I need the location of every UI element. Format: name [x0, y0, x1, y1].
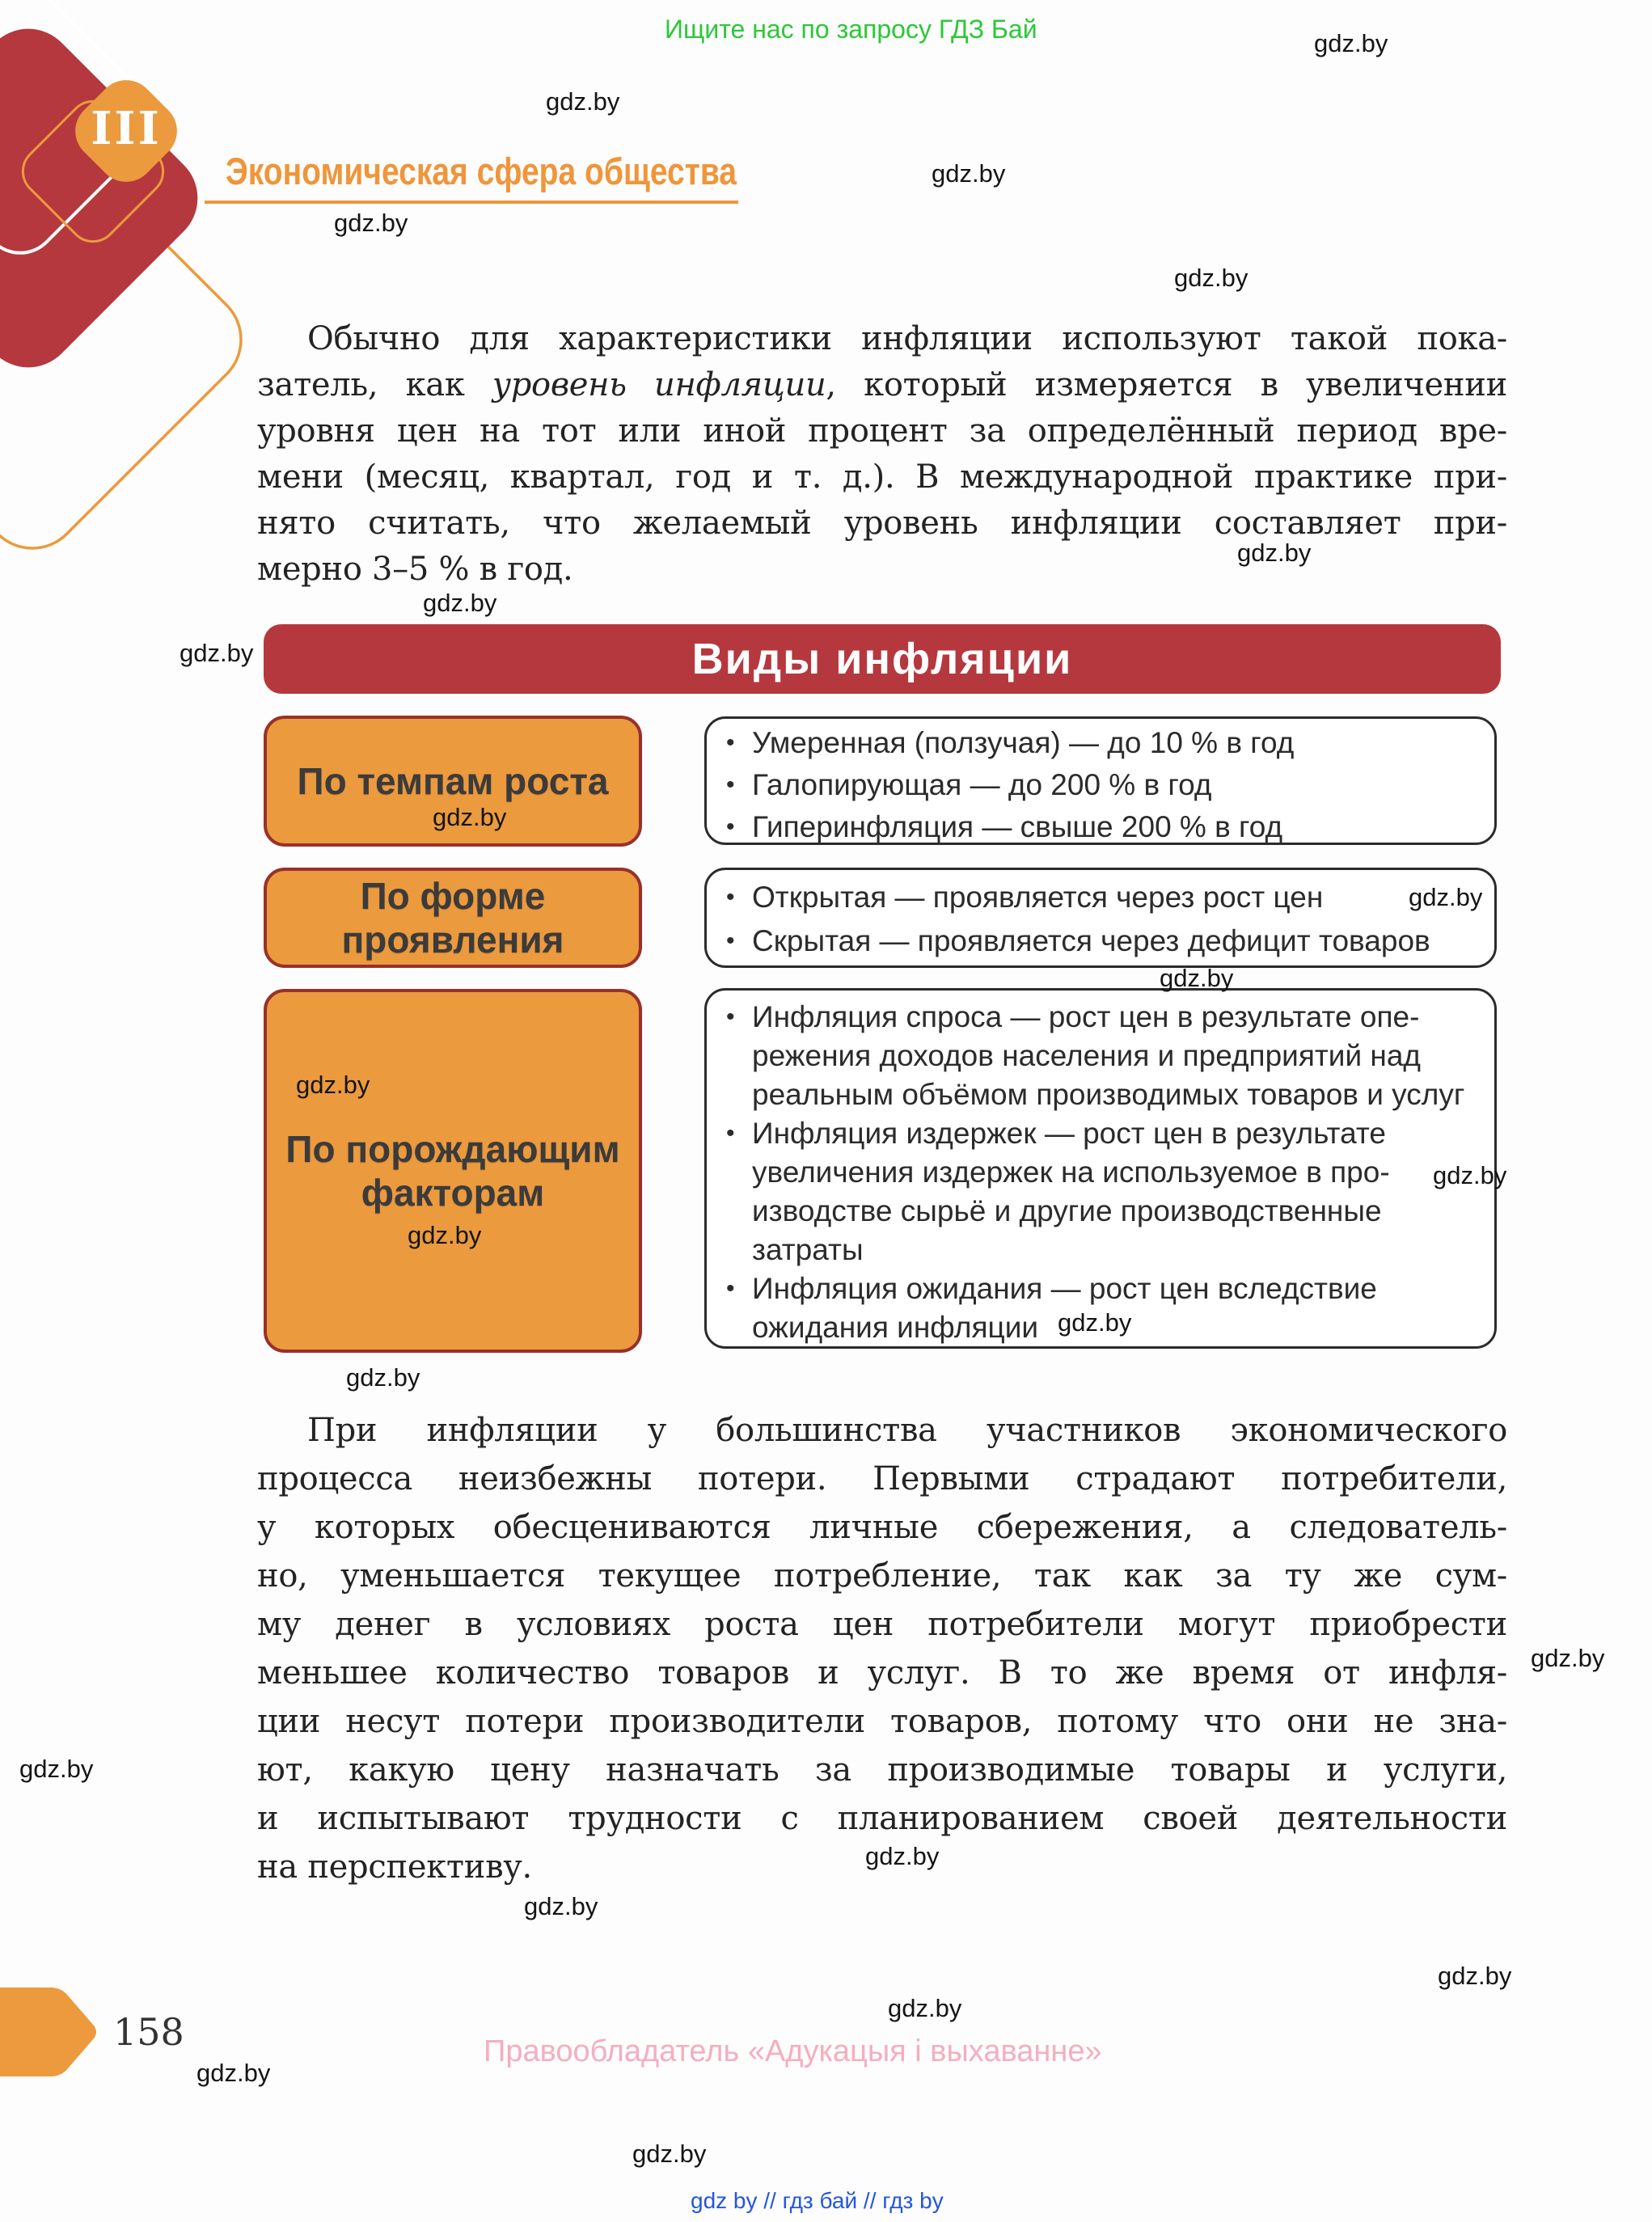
bullet-text: Гиперинфляция — свыше 200 % в год	[752, 810, 1283, 843]
bullet-icon: •	[726, 1275, 735, 1302]
paragraph-inflation-losses	[257, 1406, 1507, 1891]
watermark: gdz.by	[1237, 539, 1312, 567]
bullet-text: ожидания инфляции	[752, 1311, 1039, 1344]
content-box-manifestation-form	[704, 868, 1497, 968]
text-segment: затель, как	[257, 366, 492, 403]
bottom-site-links[interactable]: gdz by // гдз бай // гдз by	[691, 2188, 944, 2213]
text-line: ции несут потери производители товаров, потому что они не зна-	[257, 1703, 1507, 1740]
text-line: но, уменьшается текущее потребление, так как за ту же сум-	[257, 1557, 1507, 1595]
bullet-item	[718, 998, 1494, 1037]
watermark: gdz.by	[408, 1221, 482, 1249]
watermark: gdz.by	[1058, 1308, 1132, 1337]
bullet-item	[718, 919, 1494, 963]
bullet-item	[718, 876, 1494, 919]
text-line: ют, какую цену назначать за производимые товары и услуги,	[257, 1751, 1507, 1789]
text-line: му денег в условиях роста цен потребители могут приобрести	[257, 1606, 1507, 1643]
bullet-item-continuation	[718, 1153, 1494, 1192]
text-line: мерно 3–5 % в год.	[257, 551, 573, 588]
bullet-text: Инфляция спроса — рост цен в результате опе-	[752, 1000, 1420, 1033]
bullet-item	[718, 1114, 1494, 1153]
bullet-text: Инфляция издержек — рост цен в результате	[752, 1117, 1386, 1150]
category-label: факторам	[361, 1172, 545, 1214]
text-line: нято считать, что желаемый уровень инфляции составляет при-	[257, 505, 1507, 542]
bullet-item	[718, 1269, 1494, 1308]
bullet-item-continuation	[718, 1192, 1494, 1231]
bullet-text: Скрытая — проявляется через дефицит товаров	[752, 924, 1430, 957]
watermark: gdz.by	[1160, 964, 1234, 992]
bullet-text: режения доходов населения и предприятий над	[752, 1039, 1422, 1072]
page-number-arrow	[0, 1985, 105, 2079]
watermark: gdz.by	[865, 1842, 940, 1870]
content-box-generating-factors	[704, 988, 1497, 1349]
bullet-icon: •	[726, 1120, 735, 1147]
watermark: gdz.by	[19, 1755, 94, 1783]
bullet-icon: •	[726, 927, 735, 954]
watermark: gdz.by	[1314, 29, 1388, 57]
watermark: gdz.by	[423, 589, 497, 617]
watermark: gdz.by	[1531, 1644, 1605, 1672]
bullet-text: затраты	[752, 1233, 864, 1266]
watermark: gdz.by	[546, 87, 620, 116]
diagram-title: Виды инфляции	[691, 635, 1073, 683]
bullet-icon: •	[726, 884, 735, 910]
watermark: gdz.by	[296, 1071, 370, 1099]
watermark: gdz.by	[932, 159, 1006, 188]
category-box-manifestation-form	[264, 868, 642, 968]
watermark: gdz.by	[1174, 264, 1249, 292]
text-line: у которых обесцениваются личные сбережения, а следователь-	[257, 1509, 1507, 1546]
chapter-title-underline	[205, 201, 738, 204]
copyright-notice: Правообладатель «Адукацыя і выхаванне»	[484, 2034, 1102, 2068]
red-diamond-shape	[0, 10, 217, 387]
bullet-text: Открытая — проявляется через рост цен	[752, 881, 1324, 914]
bullet-icon: •	[726, 729, 735, 756]
bullet-text: Умеренная (ползучая) — до 10 % в год	[752, 726, 1295, 759]
bullet-item	[718, 722, 1494, 764]
category-box-generating-factors	[264, 989, 642, 1353]
watermark: gdz.by	[1438, 1962, 1512, 1990]
watermark: gdz.by	[180, 639, 254, 667]
text-line: процесса неизбежны потери. Первыми страдают потребители,	[257, 1460, 1507, 1498]
page-number: 158	[113, 2010, 184, 2054]
text-line: меньшее количество товаров и услуг. В то же время от инфля-	[257, 1654, 1507, 1692]
text-line: на перспективу.	[257, 1848, 532, 1886]
category-label: По порождающим	[285, 1128, 620, 1170]
watermark: gdz.by	[1409, 883, 1483, 911]
bullet-item-continuation	[718, 1037, 1494, 1075]
content-box-growth-rate	[704, 716, 1497, 845]
bullet-text: реальным объёмом производимых товаров и услуг	[752, 1078, 1465, 1111]
text-line: уровня цен на тот или иной процент за определённый период вре-	[257, 412, 1507, 450]
diagram-title-bar	[264, 624, 1501, 694]
bullet-text: увеличения издержек на используемое в про-	[752, 1155, 1390, 1189]
chapter-title: Экономическая сфера общества	[226, 150, 737, 192]
bullet-item	[718, 764, 1494, 806]
bullet-item-continuation	[718, 1231, 1494, 1269]
bullet-text: Галопирующая — до 200 % в год	[752, 768, 1212, 801]
watermark: gdz.by	[524, 1892, 598, 1920]
text-line: Обычно для характеристики инфляции используют такой пока-	[307, 320, 1507, 357]
category-label: По темпам роста	[297, 760, 609, 802]
watermark: gdz.by	[346, 1363, 420, 1392]
bullet-icon: •	[726, 1003, 735, 1030]
text-line: и испытывают трудности с планированием своей деятельности	[257, 1800, 1507, 1837]
watermark: gdz.by	[1433, 1161, 1507, 1189]
text-segment: , который измеряется в увеличении	[826, 366, 1507, 403]
watermark: gdz.by	[632, 2140, 707, 2168]
text-line: При инфляции у большинства участников экономического	[307, 1412, 1507, 1449]
chapter-badge-decoration	[0, 0, 566, 631]
bullet-icon: •	[726, 771, 735, 798]
bullet-text: изводстве сырьё и другие производственные	[752, 1194, 1382, 1227]
category-label: По форме	[360, 875, 546, 917]
text-line: мени (месяц, квартал, год и т. д.). В международной практике при-	[257, 458, 1507, 496]
bullet-item-continuation	[718, 1075, 1494, 1114]
bullet-icon: •	[726, 813, 735, 840]
bullet-text: Инфляция ожидания — рост цен вследствие	[752, 1272, 1377, 1305]
bullet-item	[718, 806, 1494, 848]
top-search-banner: Ищите нас по запросу ГДЗ Бай	[665, 15, 1037, 44]
italic-term: уровень инфляции	[492, 366, 826, 403]
watermark: gdz.by	[888, 1994, 962, 2022]
category-label: проявления	[341, 919, 564, 961]
watermark: gdz.by	[334, 209, 408, 237]
watermark: gdz.by	[433, 803, 507, 831]
watermark: gdz.by	[196, 2059, 271, 2087]
chapter-number: III	[91, 102, 162, 155]
